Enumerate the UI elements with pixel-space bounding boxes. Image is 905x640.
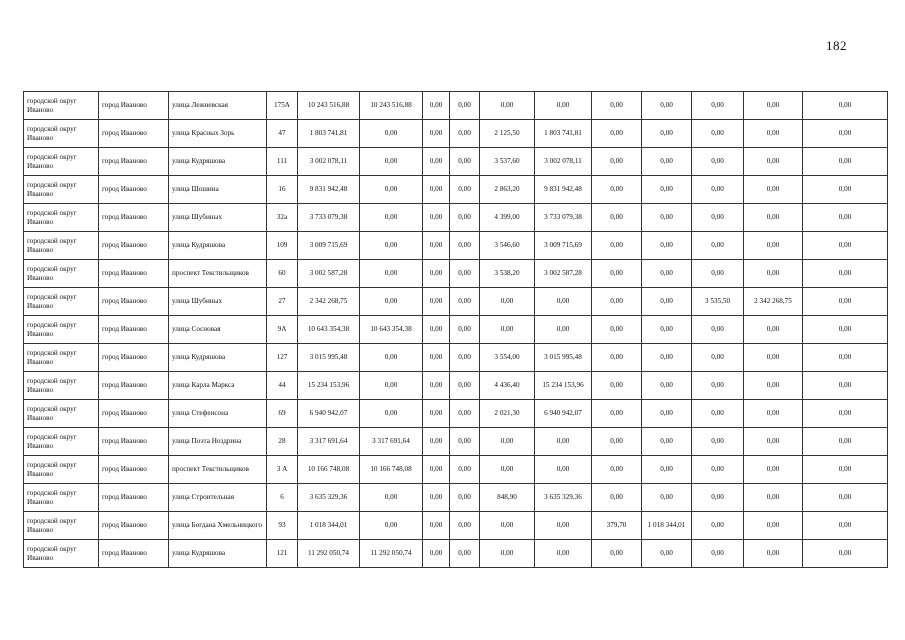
cell-district: городской округ Иваново [24,120,99,148]
cell-district: городской округ Иваново [24,148,99,176]
cell-amount-11: 0,00 [803,372,888,400]
cell-amount-9: 0,00 [692,456,744,484]
cell-house: 69 [267,400,298,428]
cell-amount-2: 0,00 [360,400,423,428]
cell-amount-9: 0,00 [692,372,744,400]
cell-amount-2: 0,00 [360,148,423,176]
cell-amount-3: 0,00 [423,540,450,568]
cell-house: 6 [267,484,298,512]
cell-house: 109 [267,232,298,260]
cell-street: улица Карла Маркса [169,372,267,400]
cell-amount-6: 0,00 [535,316,592,344]
cell-amount-3: 0,00 [423,316,450,344]
cell-amount-1: 10 643 354,38 [298,316,360,344]
cell-amount-10: 0,00 [744,260,803,288]
cell-amount-1: 11 292 050,74 [298,540,360,568]
table-row [24,288,888,316]
cell-amount-8: 0,00 [642,120,692,148]
cell-amount-3: 0,00 [423,92,450,120]
cell-amount-11: 0,00 [803,316,888,344]
cell-amount-7: 0,00 [592,92,642,120]
cell-city: город Иваново [99,484,169,512]
cell-amount-5: 0,00 [480,428,535,456]
cell-house: 9А [267,316,298,344]
cell-amount-3: 0,00 [423,204,450,232]
cell-amount-3: 0,00 [423,232,450,260]
cell-amount-1: 2 342 268,75 [298,288,360,316]
table-row [24,428,888,456]
cell-amount-11: 0,00 [803,204,888,232]
cell-amount-5: 0,00 [480,288,535,316]
page-number: 182 [826,38,847,53]
cell-street: улица Сосновая [169,316,267,344]
cell-amount-8: 0,00 [642,540,692,568]
cell-amount-10: 0,00 [744,428,803,456]
cell-amount-8: 0,00 [642,484,692,512]
cell-amount-9: 0,00 [692,400,744,428]
cell-amount-11: 0,00 [803,344,888,372]
cell-amount-6: 0,00 [535,288,592,316]
cell-amount-1: 15 234 153,96 [298,372,360,400]
cell-amount-7: 0,00 [592,484,642,512]
table-row [24,344,888,372]
cell-amount-3: 0,00 [423,260,450,288]
table-row [24,260,888,288]
cell-amount-11: 0,00 [803,232,888,260]
cell-amount-5: 848,90 [480,484,535,512]
cell-house: 111 [267,148,298,176]
cell-amount-6: 0,00 [535,92,592,120]
cell-amount-8: 0,00 [642,204,692,232]
cell-house: 27 [267,288,298,316]
table-body [24,92,888,568]
cell-amount-7: 0,00 [592,260,642,288]
cell-district: городской округ Иваново [24,316,99,344]
cell-amount-9: 0,00 [692,92,744,120]
cell-amount-4: 0,00 [450,260,480,288]
cell-amount-5: 0,00 [480,92,535,120]
cell-amount-6: 3 733 079,38 [535,204,592,232]
cell-amount-2: 10 643 354,38 [360,316,423,344]
cell-amount-3: 0,00 [423,484,450,512]
cell-district: городской округ Иваново [24,484,99,512]
cell-amount-9: 0,00 [692,484,744,512]
cell-amount-2: 10 243 516,88 [360,92,423,120]
cell-house: 60 [267,260,298,288]
cell-amount-4: 0,00 [450,428,480,456]
cell-amount-1: 3 002 587,28 [298,260,360,288]
cell-house: 16 [267,176,298,204]
cell-amount-10: 0,00 [744,316,803,344]
cell-amount-11: 0,00 [803,540,888,568]
cell-amount-6: 3 002 587,28 [535,260,592,288]
cell-amount-3: 0,00 [423,428,450,456]
cell-amount-9: 0,00 [692,540,744,568]
cell-amount-2: 3 317 691,64 [360,428,423,456]
cell-amount-10: 2 342 268,75 [744,288,803,316]
cell-amount-10: 0,00 [744,232,803,260]
cell-city: город Иваново [99,428,169,456]
cell-city: город Иваново [99,316,169,344]
cell-amount-2: 0,00 [360,288,423,316]
cell-amount-1: 10 243 516,88 [298,92,360,120]
cell-city: город Иваново [99,512,169,540]
cell-city: город Иваново [99,540,169,568]
cell-amount-7: 0,00 [592,456,642,484]
cell-amount-1: 3 635 329,36 [298,484,360,512]
cell-amount-1: 6 940 942,07 [298,400,360,428]
cell-city: город Иваново [99,148,169,176]
cell-amount-6: 0,00 [535,456,592,484]
cell-amount-9: 0,00 [692,344,744,372]
cell-amount-3: 0,00 [423,120,450,148]
cell-amount-9: 0,00 [692,148,744,176]
cell-amount-7: 0,00 [592,232,642,260]
cell-amount-8: 0,00 [642,372,692,400]
cell-amount-3: 0,00 [423,288,450,316]
cell-amount-6: 3 009 715,69 [535,232,592,260]
cell-district: городской округ Иваново [24,92,99,120]
cell-amount-10: 0,00 [744,512,803,540]
cell-amount-3: 0,00 [423,456,450,484]
cell-amount-4: 0,00 [450,484,480,512]
cell-district: городской округ Иваново [24,288,99,316]
cell-amount-4: 0,00 [450,92,480,120]
cell-amount-8: 0,00 [642,344,692,372]
cell-amount-10: 0,00 [744,204,803,232]
cell-street: улица Кудряшова [169,148,267,176]
cell-amount-3: 0,00 [423,176,450,204]
cell-amount-7: 0,00 [592,120,642,148]
cell-amount-8: 0,00 [642,400,692,428]
repair-registry-table [23,91,888,568]
cell-street: улица Шубиных [169,204,267,232]
table-row [24,92,888,120]
cell-amount-1: 3 733 079,38 [298,204,360,232]
cell-city: город Иваново [99,176,169,204]
cell-city: город Иваново [99,92,169,120]
cell-city: город Иваново [99,260,169,288]
cell-amount-2: 0,00 [360,176,423,204]
cell-amount-9: 0,00 [692,428,744,456]
cell-amount-7: 0,00 [592,372,642,400]
cell-amount-11: 0,00 [803,400,888,428]
cell-amount-10: 0,00 [744,456,803,484]
cell-street: улица Кудряшова [169,540,267,568]
cell-district: городской округ Иваново [24,204,99,232]
cell-amount-11: 0,00 [803,484,888,512]
cell-amount-10: 0,00 [744,92,803,120]
cell-amount-4: 0,00 [450,512,480,540]
cell-amount-11: 0,00 [803,288,888,316]
cell-street: проспект Текстильщиков [169,456,267,484]
cell-amount-8: 0,00 [642,176,692,204]
cell-amount-6: 0,00 [535,512,592,540]
cell-amount-7: 0,00 [592,288,642,316]
cell-street: улица Стефенсона [169,400,267,428]
cell-amount-2: 0,00 [360,120,423,148]
table-row [24,204,888,232]
cell-amount-2: 11 292 050,74 [360,540,423,568]
cell-house: 127 [267,344,298,372]
cell-amount-6: 0,00 [535,428,592,456]
cell-amount-6: 9 831 942,48 [535,176,592,204]
cell-house: 93 [267,512,298,540]
table-row [24,148,888,176]
cell-amount-5: 4 436,40 [480,372,535,400]
cell-street: улица Красных Зорь [169,120,267,148]
cell-amount-5: 2 125,50 [480,120,535,148]
table-row [24,316,888,344]
cell-amount-1: 3 015 995,48 [298,344,360,372]
cell-amount-9: 0,00 [692,204,744,232]
cell-street: улица Кудряшова [169,232,267,260]
table-row [24,120,888,148]
cell-amount-9: 0,00 [692,176,744,204]
cell-amount-11: 0,00 [803,148,888,176]
cell-amount-4: 0,00 [450,344,480,372]
cell-amount-7: 0,00 [592,428,642,456]
cell-city: город Иваново [99,372,169,400]
cell-amount-2: 0,00 [360,204,423,232]
cell-amount-5: 3 537,60 [480,148,535,176]
cell-amount-1: 3 002 078,11 [298,148,360,176]
cell-amount-1: 1 803 741,81 [298,120,360,148]
cell-amount-10: 0,00 [744,148,803,176]
table-row [24,484,888,512]
cell-amount-4: 0,00 [450,204,480,232]
cell-amount-11: 0,00 [803,512,888,540]
cell-amount-8: 0,00 [642,232,692,260]
cell-amount-10: 0,00 [744,540,803,568]
cell-amount-3: 0,00 [423,372,450,400]
cell-street: улица Лежневская [169,92,267,120]
cell-amount-11: 0,00 [803,260,888,288]
cell-amount-5: 0,00 [480,540,535,568]
cell-amount-7: 379,70 [592,512,642,540]
cell-house: 175А [267,92,298,120]
cell-district: городской округ Иваново [24,176,99,204]
cell-amount-10: 0,00 [744,400,803,428]
cell-amount-10: 0,00 [744,176,803,204]
cell-amount-10: 0,00 [744,372,803,400]
cell-amount-9: 0,00 [692,316,744,344]
cell-amount-8: 0,00 [642,148,692,176]
table-row [24,232,888,260]
cell-street: улица Строительная [169,484,267,512]
cell-amount-6: 0,00 [535,540,592,568]
cell-amount-6: 1 803 741,81 [535,120,592,148]
cell-street: проспект Текстильщиков [169,260,267,288]
cell-amount-7: 0,00 [592,316,642,344]
cell-street: улица Богдана Хмельницкого [169,512,267,540]
cell-amount-7: 0,00 [592,176,642,204]
cell-city: город Иваново [99,400,169,428]
cell-amount-9: 0,00 [692,260,744,288]
cell-city: город Иваново [99,288,169,316]
cell-amount-11: 0,00 [803,176,888,204]
table-row [24,512,888,540]
cell-amount-10: 0,00 [744,120,803,148]
cell-house: 32а [267,204,298,232]
cell-amount-9: 0,00 [692,512,744,540]
cell-street: улица Кудряшова [169,344,267,372]
cell-amount-3: 0,00 [423,400,450,428]
cell-amount-6: 6 940 942,07 [535,400,592,428]
cell-amount-8: 1 018 344,01 [642,512,692,540]
cell-amount-8: 0,00 [642,456,692,484]
cell-amount-9: 0,00 [692,232,744,260]
cell-amount-2: 0,00 [360,484,423,512]
cell-amount-4: 0,00 [450,120,480,148]
cell-amount-6: 15 234 153,96 [535,372,592,400]
cell-amount-6: 3 002 078,11 [535,148,592,176]
cell-amount-4: 0,00 [450,148,480,176]
cell-amount-11: 0,00 [803,120,888,148]
cell-house: 3 А [267,456,298,484]
cell-district: городской округ Иваново [24,344,99,372]
cell-amount-5: 3 546,60 [480,232,535,260]
table-row [24,540,888,568]
cell-amount-8: 0,00 [642,316,692,344]
cell-house: 28 [267,428,298,456]
cell-amount-7: 0,00 [592,540,642,568]
cell-amount-6: 3 015 995,48 [535,344,592,372]
cell-street: улица Поэта Ноздрина [169,428,267,456]
cell-amount-4: 0,00 [450,176,480,204]
cell-amount-11: 0,00 [803,456,888,484]
cell-amount-7: 0,00 [592,204,642,232]
cell-city: город Иваново [99,204,169,232]
cell-district: городской округ Иваново [24,512,99,540]
cell-amount-1: 3 009 715,69 [298,232,360,260]
table-row [24,176,888,204]
cell-amount-3: 0,00 [423,344,450,372]
cell-amount-4: 0,00 [450,316,480,344]
cell-amount-9: 0,00 [692,120,744,148]
table-row [24,400,888,428]
cell-district: городской округ Иваново [24,540,99,568]
cell-amount-5: 3 554,00 [480,344,535,372]
cell-amount-8: 0,00 [642,260,692,288]
cell-amount-5: 4 399,00 [480,204,535,232]
cell-amount-5: 0,00 [480,512,535,540]
cell-amount-11: 0,00 [803,92,888,120]
cell-district: городской округ Иваново [24,372,99,400]
cell-amount-7: 0,00 [592,344,642,372]
cell-amount-5: 3 538,20 [480,260,535,288]
cell-amount-6: 3 635 329,36 [535,484,592,512]
cell-amount-8: 0,00 [642,288,692,316]
table-row [24,372,888,400]
cell-city: город Иваново [99,344,169,372]
cell-street: улица Шошина [169,176,267,204]
cell-amount-4: 0,00 [450,456,480,484]
cell-amount-1: 9 831 942,48 [298,176,360,204]
cell-amount-4: 0,00 [450,288,480,316]
cell-house: 44 [267,372,298,400]
cell-amount-4: 0,00 [450,540,480,568]
cell-amount-7: 0,00 [592,400,642,428]
cell-city: город Иваново [99,232,169,260]
cell-amount-4: 0,00 [450,400,480,428]
cell-amount-3: 0,00 [423,148,450,176]
cell-amount-11: 0,00 [803,428,888,456]
cell-amount-1: 10 166 748,08 [298,456,360,484]
cell-amount-1: 1 018 344,01 [298,512,360,540]
cell-amount-8: 0,00 [642,428,692,456]
cell-amount-10: 0,00 [744,484,803,512]
cell-amount-2: 0,00 [360,344,423,372]
cell-city: город Иваново [99,456,169,484]
table-row [24,456,888,484]
cell-amount-5: 2 863,20 [480,176,535,204]
cell-amount-2: 0,00 [360,260,423,288]
cell-district: городской округ Иваново [24,260,99,288]
cell-street: улица Шубиных [169,288,267,316]
cell-amount-5: 0,00 [480,316,535,344]
cell-amount-5: 0,00 [480,456,535,484]
cell-amount-1: 3 317 691,64 [298,428,360,456]
cell-amount-4: 0,00 [450,372,480,400]
cell-district: городской округ Иваново [24,428,99,456]
cell-amount-4: 0,00 [450,232,480,260]
cell-district: городской округ Иваново [24,232,99,260]
cell-amount-2: 0,00 [360,512,423,540]
cell-amount-7: 0,00 [592,148,642,176]
cell-city: город Иваново [99,120,169,148]
cell-house: 121 [267,540,298,568]
cell-district: городской округ Иваново [24,400,99,428]
cell-amount-5: 2 021,30 [480,400,535,428]
cell-amount-2: 10 166 748,08 [360,456,423,484]
cell-amount-2: 0,00 [360,372,423,400]
cell-amount-2: 0,00 [360,232,423,260]
cell-district: городской округ Иваново [24,456,99,484]
cell-amount-9: 3 535,50 [692,288,744,316]
cell-house: 47 [267,120,298,148]
cell-amount-8: 0,00 [642,92,692,120]
cell-amount-10: 0,00 [744,344,803,372]
cell-amount-3: 0,00 [423,512,450,540]
